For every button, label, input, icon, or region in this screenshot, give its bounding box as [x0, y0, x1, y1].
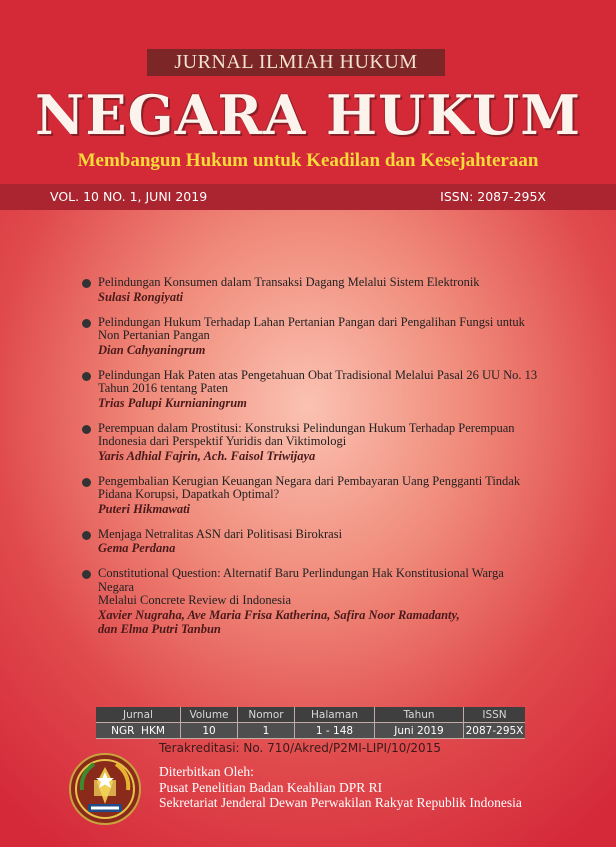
bullet-icon — [82, 319, 91, 328]
article-item — [82, 276, 542, 304]
article-author: Sulasi Rongiyati — [98, 289, 184, 304]
table-cell: 1 - 148 — [295, 723, 375, 739]
bullet-icon — [82, 570, 91, 579]
article-item — [82, 422, 542, 463]
journal-title: NEGARA HUKUM — [34, 83, 582, 147]
article-item — [82, 475, 542, 516]
article-author: Dian Cahyaningrum — [98, 342, 206, 357]
article-title: Tahun 2016 tentang Paten — [98, 381, 228, 395]
article-author: Gema Perdana — [98, 541, 176, 555]
article-list — [82, 276, 542, 636]
table-cell: 2087-295X — [464, 723, 526, 739]
table-cell: 1 — [238, 723, 295, 739]
article-title: Pelindungan Hak Paten atas Pengetahuan Obat Tradisional Melalui Pasal 26 UU No. 13 — [98, 367, 538, 382]
article-title: Pelindungan Konsumen dalam Transaksi Dagang Melalui Sistem Elektronik — [98, 275, 480, 289]
article-title: Pelindungan Hukum Terhadap Lahan Pertanian Pangan dari Pengalihan Fungsi untuk — [98, 314, 525, 329]
article-title: Pengembalian Kerugian Keuangan Negara dari Pembayaran Uang Pengganti Tindak — [98, 473, 521, 488]
publisher-line: Pusat Penelitian Badan Keahlian DPR RI — [159, 779, 383, 795]
table-cell: NGR HKM — [96, 723, 181, 739]
table-header-cell: ISSN — [464, 707, 526, 723]
article-item — [82, 316, 542, 357]
table-header-cell: Tahun — [375, 707, 464, 723]
publisher-block — [159, 764, 522, 811]
table-header-cell: Nomor — [238, 707, 295, 723]
issn-info: ISSN: 2087-295X — [440, 189, 546, 204]
dpr-emblem-icon — [68, 752, 142, 826]
table-cell: Juni 2019 — [375, 723, 464, 739]
article-item — [82, 567, 542, 636]
article-author: Yaris Adhial Fajrin, Ach. Faisol Triwijaya — [98, 448, 316, 463]
table-row — [96, 723, 525, 739]
article-title: Menjaga Netralitas ASN dari Politisasi Birokrasi — [98, 526, 343, 541]
publisher-line: Diterbitkan Oleh: — [159, 764, 254, 779]
article-title: Constitutional Question: Alternatif Baru Perlindungan Hak Konstitusional Warga Negara — [98, 566, 504, 594]
publisher-line: Sekretariat Jenderal Dewan Perwakilan Rakyat Republik Indonesia — [159, 795, 522, 810]
article-title: Melalui Concrete Review di Indonesia — [98, 593, 291, 607]
table-header-cell: Jurnal — [96, 707, 181, 723]
article-author: dan Elma Putri Tanbun — [98, 621, 221, 636]
volume-bar — [0, 184, 616, 210]
accreditation-text: Terakreditasi: No. 710/Akred/P2MI-LIPI/10/2015 — [159, 741, 441, 755]
article-item — [82, 369, 542, 410]
article-title: Non Pertanian Pangan — [98, 328, 210, 342]
bullet-icon — [82, 425, 91, 434]
article-title: Perempuan dalam Prostitusi: Konstruksi Pelindungan Hukum Terhadap Perempuan — [98, 420, 515, 435]
bullet-icon — [82, 531, 91, 540]
table-header-cell: Halaman — [295, 707, 375, 723]
volume-info: VOL. 10 NO. 1, JUNI 2019 — [50, 189, 208, 204]
article-title: Indonesia dari Perspektif Yuridis dan Viktimologi — [98, 434, 347, 448]
article-author: Trias Palupi Kurnianingrum — [98, 395, 247, 410]
table-header-cell: Volume — [181, 707, 238, 723]
bullet-icon — [82, 372, 91, 381]
article-title: Pidana Korupsi, Dapatkah Optimal? — [98, 487, 280, 501]
table-header-row — [96, 707, 525, 723]
journal-subtitle: Membangun Hukum untuk Keadilan dan Kesejahteraan — [77, 150, 539, 171]
article-item — [82, 528, 542, 556]
journal-label: JURNAL ILMIAH HUKUM — [147, 49, 445, 76]
article-author: Puteri Hikmawati — [98, 501, 191, 516]
bullet-icon — [82, 478, 91, 487]
bullet-icon — [82, 279, 91, 288]
table-cell: 10 — [181, 723, 238, 739]
article-author: Xavier Nugraha, Ave Maria Frisa Katherina, Safira Noor Ramadanty, — [98, 607, 460, 622]
journal-info-table — [96, 707, 525, 739]
